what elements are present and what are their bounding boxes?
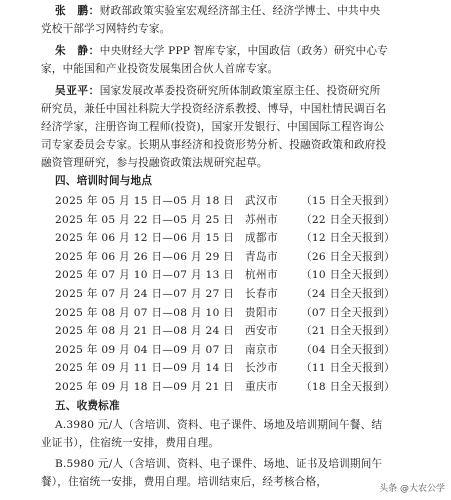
schedule-date: 2025 年 06 月 26 日—06 月 29 日 bbox=[55, 250, 235, 263]
schedule-city: 苏州市 bbox=[245, 213, 278, 226]
expert-3-line-1 bbox=[55, 84, 380, 98]
schedule-row bbox=[55, 324, 415, 338]
schedule-city: 南京市 bbox=[245, 343, 278, 356]
schedule-row bbox=[55, 250, 415, 264]
schedule-date: 2025 年 05 月 15 日—05 月 18 日 bbox=[55, 195, 235, 207]
schedule-date: 2025 年 09 月 04 日—09 月 07 日 bbox=[55, 343, 235, 356]
schedule-row bbox=[55, 306, 415, 320]
schedule-note: （07 日全天报到） bbox=[301, 306, 396, 319]
schedule-note: （24 日全天报到） bbox=[301, 288, 396, 300]
expert-2-text-1: 中央财经大学 PPP 智库专家，中国政信（政务）研究中心专 bbox=[99, 45, 388, 57]
schedule-row bbox=[55, 194, 415, 208]
schedule-row bbox=[55, 287, 415, 301]
expert-3-line-4: 司专家委员会专家。长期从事经济和投资形势分析、投融资政策和政府投 bbox=[41, 139, 387, 151]
schedule-row bbox=[55, 343, 415, 357]
expert-3-line-3: 经济学家，注册咨询工程师(投资)，国家开发银行、中国国际工程咨询公 bbox=[41, 121, 385, 133]
section-5-title: 五、收费标准 bbox=[55, 400, 120, 412]
schedule-date: 2025 年 06 月 12 日—06 月 15 日 bbox=[55, 232, 235, 245]
schedule-date: 2025 年 08 月 07 日—08 月 10 日 bbox=[55, 306, 235, 319]
fee-b-line-1: B.5980 元/人（含培训、资料、电子课件、场地、证书及培训期间午 bbox=[55, 458, 383, 470]
expert-2-line-2: 家，中能国和产业投资发展集团合伙人首席专家。 bbox=[41, 63, 279, 75]
schedule-row bbox=[55, 213, 415, 227]
schedule-city: 成都市 bbox=[245, 232, 278, 245]
schedule-city: 武汉市 bbox=[245, 195, 278, 207]
schedule-date: 2025 年 07 月 10 日—07 月 13 日 bbox=[55, 269, 235, 282]
expert-2-line-1 bbox=[55, 44, 388, 58]
schedule-note: （21 日全天报到） bbox=[301, 325, 396, 338]
schedule-note: （26 日全天报到） bbox=[301, 250, 396, 263]
schedule-city: 长春市 bbox=[245, 288, 278, 300]
schedule-note: （11 日全天报到） bbox=[301, 362, 396, 375]
schedule-date: 2025 年 09 月 18 日—09 月 21 日 bbox=[55, 381, 235, 393]
schedule-city: 西安市 bbox=[245, 325, 278, 338]
schedule-city: 重庆市 bbox=[245, 381, 278, 393]
schedule-row bbox=[55, 361, 415, 375]
expert-1-name: 张 鹏： bbox=[55, 5, 100, 17]
schedule-city: 青岛市 bbox=[245, 250, 278, 263]
schedule-date: 2025 年 08 月 21 日—08 月 24 日 bbox=[55, 325, 235, 338]
expert-3-text-1: 国家发展改革委投资研究所体制政策室原主任、投资研究所 bbox=[99, 85, 381, 97]
schedule-date: 2025 年 07 月 24 日—07 月 27 日 bbox=[55, 288, 235, 300]
expert-2-name: 朱 静： bbox=[55, 45, 100, 57]
fee-a-line-1: A.3980 元/人（含培训、资料、电子课件、场地及培训期间午餐、结 bbox=[55, 419, 383, 431]
schedule-date: 2025 年 05 月 22 日—05 月 25 日 bbox=[55, 213, 235, 226]
schedule-row bbox=[55, 231, 415, 245]
expert-1-text-1: 财政部政策实验室宏观经济部主任、经济学博士、中共中央 bbox=[99, 5, 381, 17]
expert-1-line-1 bbox=[55, 4, 380, 18]
section-4-title: 四、培训时间与地点 bbox=[55, 175, 153, 187]
expert-3-name: 吴亚平： bbox=[55, 85, 100, 97]
schedule-note: （10 日全天报到） bbox=[301, 269, 396, 282]
schedule-date: 2025 年 09 月 11 日—09 月 14 日 bbox=[55, 362, 235, 375]
schedule-row bbox=[55, 268, 415, 282]
expert-3-line-5: 融资管理研究，参与投融资政策法规研究起草。 bbox=[41, 157, 268, 169]
schedule-row bbox=[55, 380, 415, 394]
schedule-note: （12 日全天报到） bbox=[301, 232, 396, 245]
schedule-city: 长沙市 bbox=[245, 362, 278, 375]
expert-1-line-2: 党校干部学习网特约专家。 bbox=[41, 23, 171, 35]
fee-b-line-2: 餐），住宿统一安排，费用自理。培训结束后，经考核合格， bbox=[41, 476, 328, 488]
schedule-note: （15 日全天报到） bbox=[301, 195, 396, 207]
schedule-note: （22 日全天报到） bbox=[301, 213, 396, 226]
schedule-note: （18 日全天报到） bbox=[301, 381, 396, 393]
schedule-city: 杭州市 bbox=[245, 269, 278, 282]
schedule-note: （04 日全天报到） bbox=[301, 343, 396, 356]
schedule-city: 贵阳市 bbox=[245, 306, 278, 319]
fee-a-line-2: 业证书），住宿统一安排，费用自理。 bbox=[41, 437, 220, 449]
watermark-logo: 头条 @大农公学 bbox=[379, 484, 445, 494]
expert-3-line-2: 研究员，兼任中国社科院大学投资经济系教授、博导，中国杜情民调百名 bbox=[41, 103, 387, 115]
